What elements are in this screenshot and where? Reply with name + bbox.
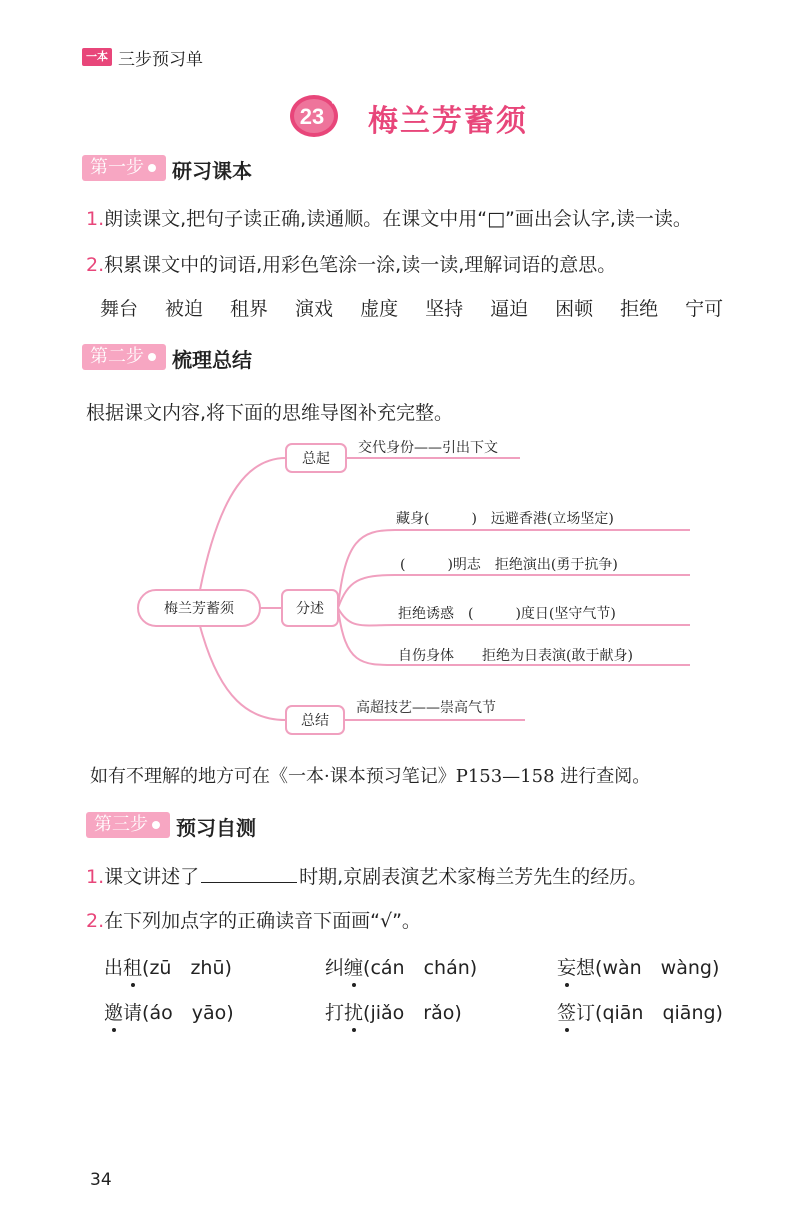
vocab-word: 租界	[230, 298, 269, 320]
vocab-word: 被迫	[165, 298, 204, 320]
mindmap-sub-3: 拒绝诱惑 ( )度日(坚守气节)	[398, 606, 616, 622]
lesson-number-badge	[290, 94, 342, 138]
header-title: 三步预习单	[118, 50, 203, 70]
mindmap-branch-top: 总起	[302, 451, 330, 467]
pinyin-item[interactable]: 邀请(áo yāo)	[104, 1002, 234, 1024]
lesson-number: 23	[299, 104, 325, 129]
vocab-word: 舞台	[100, 298, 139, 320]
step1-question-2: 2.积累课文中的词语,用彩色笔涂一涂,读一读,理解词语的意思。	[86, 254, 617, 276]
step2-name: 梳理总结	[172, 348, 252, 372]
mindmap-branch-top-text: 交代身份——引出下文	[358, 440, 498, 456]
step1-question-1: 1.朗读课文,把句子读正确,读通顺。在课文中用“□”画出会认字,读一读。	[86, 208, 692, 230]
vocab-word: 困顿	[555, 298, 594, 320]
step2-label: 第二步	[82, 344, 166, 370]
vocab-word: 演戏	[295, 298, 334, 320]
vocab-word: 宁可	[685, 298, 724, 320]
mindmap-branch-bottom-text: 高超技艺——崇高气节	[356, 700, 496, 716]
mindmap-center: 梅兰芳蓄须	[164, 601, 234, 617]
step2-instruction: 根据课文内容,将下面的思维导图补充完整。	[86, 402, 454, 424]
page-number: 34	[90, 1170, 112, 1190]
book-logo-badge: 一本	[82, 48, 112, 66]
step3-name: 预习自测	[176, 816, 256, 840]
mindmap-branch-mid: 分述	[296, 601, 324, 617]
pinyin-item[interactable]: 签订(qiān qiāng)	[557, 1002, 723, 1024]
lesson-star: *	[331, 95, 337, 111]
vocab-word: 逼迫	[490, 298, 529, 320]
step1-label: 第一步	[82, 155, 166, 181]
mindmap-branch-bottom: 总结	[301, 713, 329, 729]
vocab-word: 虚度	[360, 298, 399, 320]
mindmap-sub-2: ( )明志 拒绝演出(勇于抗争)	[400, 557, 618, 573]
pinyin-item[interactable]: 妄想(wàn wàng)	[557, 957, 720, 979]
step3-label: 第三步	[86, 812, 170, 838]
vocab-word: 坚持	[425, 298, 464, 320]
vocab-word: 拒绝	[620, 298, 659, 320]
mind-map	[0, 430, 800, 750]
reference-note: 如有不理解的地方可在《一本·课本预习笔记》P153—158 进行查阅。	[90, 766, 651, 787]
step3-question-2: 2.在下列加点字的正确读音下面画“√”。	[86, 910, 421, 932]
pinyin-item[interactable]: 打扰(jiǎo rǎo)	[325, 1002, 462, 1024]
step1-name: 研习课本	[172, 159, 252, 183]
pinyin-item[interactable]: 纠缠(cán chán)	[325, 957, 478, 979]
vocabulary-list	[100, 294, 750, 321]
lesson-title: 梅兰芳蓄须	[368, 104, 528, 139]
step3-question-1: 1.课文讲述了 时期,京剧表演艺术家梅兰芳先生的经历。	[86, 866, 648, 888]
mindmap-sub-4: 自伤身体 拒绝为日表演(敢于献身)	[398, 648, 633, 664]
fill-in-blank[interactable]	[201, 864, 297, 883]
pinyin-item[interactable]: 出租(zū zhū)	[104, 957, 232, 979]
mindmap-sub-1: 藏身( ) 远避香港(立场坚定)	[396, 511, 614, 527]
